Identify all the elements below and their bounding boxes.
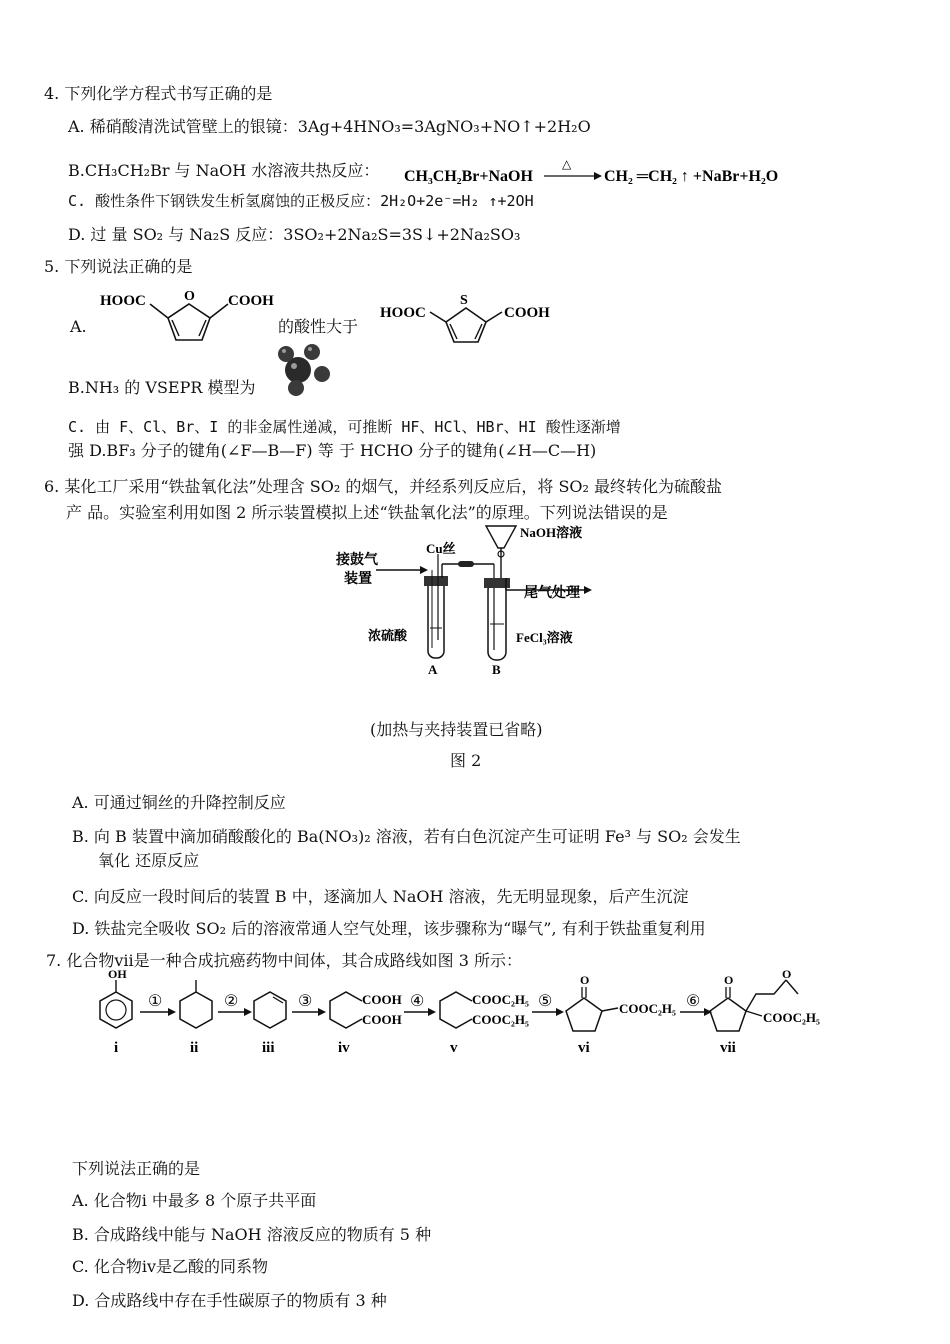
vii-cooet: COOC₂H₅ [763,1010,820,1025]
naoh-solution-label: NaOH溶液 [520,525,583,540]
furan-ring [168,304,210,340]
q4-eq-right: CH₂ ═CH₂ ↑ +NaBr+H₂O [604,168,779,185]
label-ii: ii [190,1040,199,1056]
furan-bond-right [210,304,228,318]
q4-stem: 4. 下列化学方程式书写正确的是 [44,84,273,103]
cyclopentanone-ring-vii [710,998,746,1031]
tube-a-stopper [424,576,448,586]
q5-option-c-line2: 强 D.BF₃ 分子的键角(∠F—B—F) 等 于 HCHO 分子的键角(∠H—C—H) [68,441,597,460]
furan-hooc-label: HOOC [100,293,146,309]
cyclohexane-ring-ii [180,992,212,1028]
step-4: ④ [410,993,425,1010]
label-v: v [450,1040,458,1056]
tube-a-label: A [428,662,438,677]
phenol-oh-label: OH [108,968,127,981]
fecl3-solution-label: FeCl₃溶液 [516,630,573,645]
furan-bond-left [150,304,168,318]
step-3: ③ [298,993,313,1010]
figure-2-apparatus [330,520,610,680]
vii-side-chain [746,980,786,1011]
vi-cooet: COOC₂H₅ [619,1001,676,1016]
air-pump-label-1: 接鼓气 [336,553,378,568]
furan-cooh-label: COOH [228,293,274,309]
step-1: ① [148,993,163,1010]
label-iv: iv [338,1040,350,1056]
conc-sulfuric-acid-label: 浓硫酸 [368,628,408,643]
q6-option-a: A. 可通过铜丝的升降控制反应 [72,793,286,812]
q5-stem: 5. 下列说法正确的是 [44,257,193,276]
q7-option-d: D. 合成路线中存在手性碳原子的物质有 3 种 [72,1291,387,1310]
thiophene-dicarboxylic-acid-structure [378,290,556,348]
arrow-1-head [168,1008,176,1016]
v-cooet-bottom: COOC₂H₅ [472,1012,529,1027]
rubber-tube-joint [458,561,474,567]
q4-eq-left: CH₃CH₂Br+NaOH [404,168,533,185]
dropping-funnel [486,526,516,548]
thiophene-cooh-label: COOH [504,305,550,321]
q5-option-a-label: A. [70,317,87,336]
thiophene-bond-right [486,312,502,322]
vii-ketone-o: O [724,973,734,987]
diethyl-adipate-chain [440,992,472,1028]
tube-a [428,580,444,658]
q6-option-c: C. 向反应一段时间后的装置 B 中，逐滴加人 NaOH 溶液，先无明显现象，后产生沉淀 [72,887,689,906]
q7-option-c: C. 化合物ⅳ是乙酸的同系物 [72,1257,269,1276]
vii-ester-bond [746,1011,762,1016]
iv-cooh-top: COOH [362,992,402,1007]
step-2: ② [224,993,239,1010]
q7-stem: 7. 化合物ⅶ是一种合成抗癌药物中间体，其合成路线如图 3 所示： [46,951,522,970]
q7-option-a: A. 化合物ⅰ 中最多 8 个原子共平面 [72,1191,317,1210]
q4-eq-arrow-head [594,172,602,180]
tube-b-label: B [492,662,501,677]
q4-option-b-prefix: B.CH₃CH₂Br 与 NaOH 水溶液共热反应： [68,161,380,180]
label-vii: vii [720,1040,736,1056]
air-pump-label-2: 装置 [344,572,372,587]
cyclopentanone-ring-vi [566,998,602,1031]
label-i: i [114,1040,119,1056]
furan-oxygen-label: O [184,289,195,304]
step-5: ⑤ [538,993,553,1010]
q6-option-b-line1: B. 向 B 装置中滴加硝酸酸化的 Ba(NO₃)₂ 溶液，若有白色沉淀产生可证明 Fe³ 与 SO₂ 会发生 [72,827,741,846]
cyclohexene-ring [254,992,286,1028]
q4-eq-condition: △ [562,157,572,171]
q7-question: 下列说法正确的是 [72,1159,201,1178]
q6-option-d: D. 铁盐完全吸收 SO₂ 后的溶液常通人空气处理，该步骤称为“曝气”, 有利于铁盐重复利用 [72,919,706,938]
label-iii: iii [262,1040,275,1056]
tail-gas-label: 尾气处理 [524,586,580,601]
q4-option-c: C. 酸性条件下钢铁发生析氢腐蚀的正极反应：2H₂O+2e⁻=H₂ ↑+2OH [68,192,534,210]
air-inlet-arrow-head [420,566,428,574]
thiophene-hooc-label: HOOC [380,305,426,321]
vi-ester-bond [602,1008,618,1011]
adipic-acid-chain [330,992,362,1028]
step-6: ⑥ [686,993,701,1010]
figure-2-caption: 图 2 [450,751,482,770]
q4-option-a: A. 稀硝酸清洗试管壁上的银镜：3Ag+4HNO₃=3AgNO₃+NO↑+2H₂O [68,117,591,136]
arrow-4-head [428,1008,436,1016]
tube-b [488,582,506,660]
arrow-3-head [318,1008,326,1016]
q6-stem-line2: 产 品。实验室利用如图 2 所示装置模拟上述“铁盐氧化法”的原理。下列说法错误的是 [66,503,668,522]
iv-cooh-bottom: COOH [362,1012,402,1027]
q4-option-d: D. 过 量 SO₂ 与 Na₂S 反应：3SO₂+2Na₂S=3S↓+2Na₂SO₃ [68,225,521,244]
thiophene-bond-left [430,312,446,322]
thiophene-sulfur-label: S [460,293,468,308]
vii-side-methyl [786,980,798,994]
arrow-2-head [244,1008,252,1016]
benzene-ring [100,992,132,1028]
tail-gas-arrow-head [584,586,592,594]
v-cooet-top: COOC₂H₅ [472,992,529,1007]
figure-2-note: (加热与夹持装置已省略) [370,720,543,739]
nh3-vsepr-model-image [272,340,336,398]
q5-option-c-line1: C. 由 F、Cl、Br、I 的非金属性递减，可推断 HF、HCl、HBr、HI 酸性逐渐增 [68,418,621,436]
vi-ketone-o: O [580,973,590,987]
figure-3-synthesis-route [92,968,842,1060]
arrow-5-head [556,1008,564,1016]
vii-side-ketone-o: O [782,968,792,981]
label-vi: vi [578,1040,590,1056]
benzene-aromatic-circle [106,1000,126,1020]
cu-wire-label: Cu丝 [426,541,456,556]
thiophene-ring [446,308,486,342]
q5-option-b: B.NH₃ 的 VSEPR 模型为 [68,378,256,397]
furan-dicarboxylic-acid-structure [98,282,280,346]
q7-option-b: B. 合成路线中能与 NaOH 溶液反应的物质有 5 种 [72,1225,432,1244]
q4-option-b-equation [404,154,794,190]
q5-option-a-middle: 的酸性大于 [278,317,359,336]
q6-option-b-line2: 氧化 还原反应 [98,851,200,870]
q6-stem-line1: 6. 某化工厂采用“铁盐氧化法”处理含 SO₂ 的烟气，并经系列反应后，将 SO₂ 最终转化为硫酸盐 [44,477,723,496]
